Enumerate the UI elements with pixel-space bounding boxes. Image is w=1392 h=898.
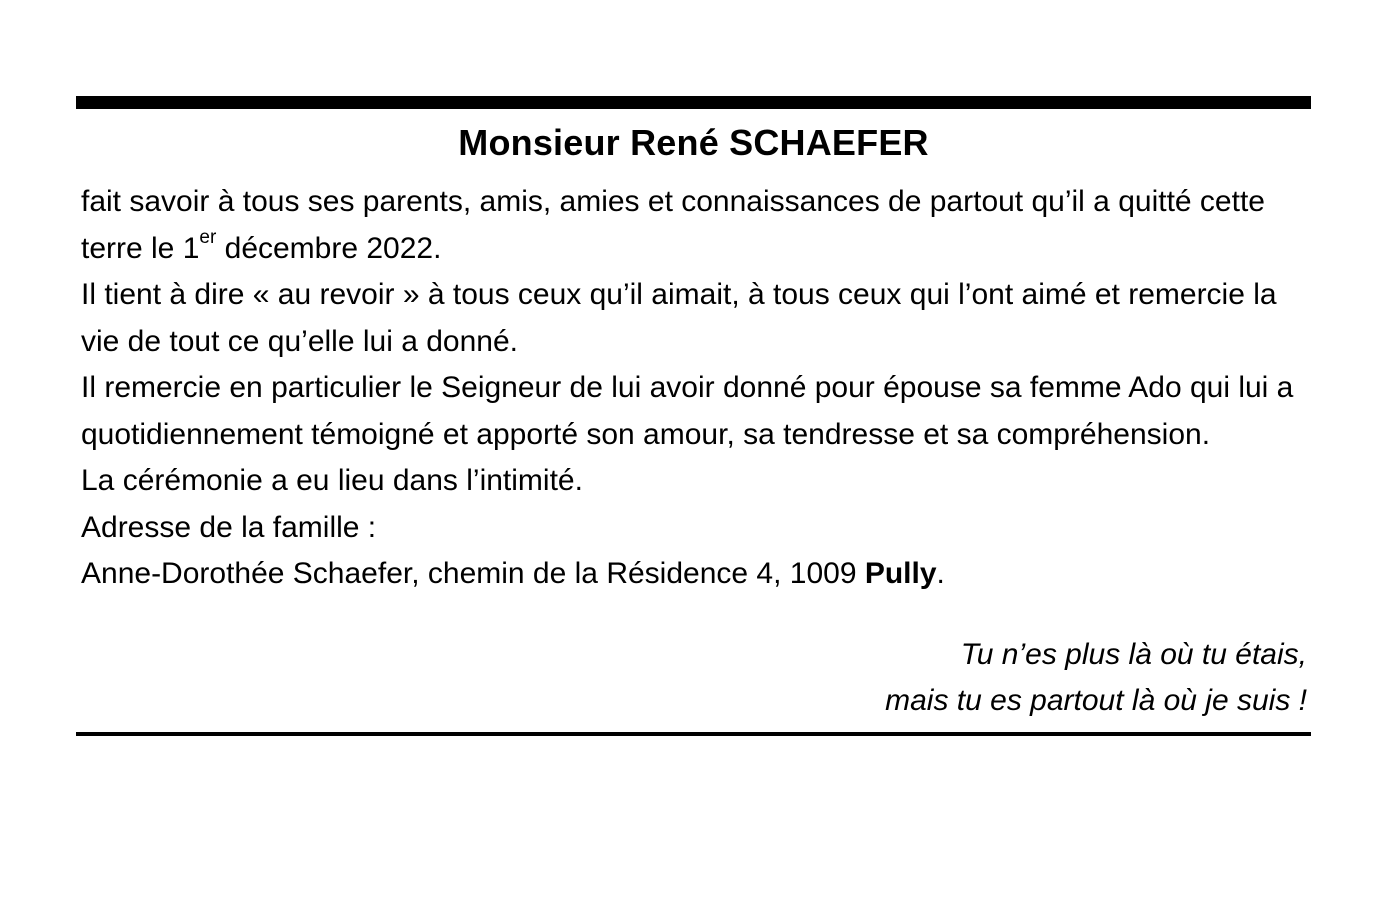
notice-title: Monsieur René SCHAEFER — [458, 122, 929, 163]
bottom-divider — [76, 732, 1311, 736]
thanks-paragraph: Il remercie en particulier le Seigneur de lui avoir donné pour épouse sa femme Ado qui lui a quotidiennement témoigné et apporté son amour, sa tendresse et sa compréhension. — [81, 371, 1294, 451]
address-text: Anne-Dorothée Schaefer, chemin de la Résidence 4, 1009 — [81, 557, 865, 590]
family-address — [81, 551, 1311, 598]
top-divider — [76, 96, 1311, 109]
ceremony-paragraph: La cérémonie a eu lieu dans l’intimité. — [81, 464, 583, 497]
announcement-paragraph — [81, 179, 1311, 272]
notice-body — [76, 179, 1311, 598]
quote-line-1: Tu n’es plus là où tu étais, — [960, 637, 1307, 671]
quote-line-2: mais tu es partout là où je suis ! — [885, 683, 1307, 717]
address-city: Pully — [864, 557, 937, 590]
ordinal-suffix: er — [199, 226, 217, 248]
announcement-text: fait savoir à tous ses parents, amis, amies et connaissances de partout qu’il a quitté cette terre le 1 — [81, 185, 1265, 265]
farewell-paragraph: Il tient à dire « au revoir » à tous ceux qu’il aimait, à tous ceux qui l’ont aimé et remercie la vie de tout ce qu’elle lui a donné. — [81, 278, 1277, 358]
family-address-label: Adresse de la famille : — [81, 510, 377, 544]
announcement-date-text: décembre 2022. — [216, 231, 442, 265]
closing-quote — [76, 632, 1311, 724]
address-end: . — [936, 557, 945, 590]
death-notice — [76, 96, 1311, 736]
